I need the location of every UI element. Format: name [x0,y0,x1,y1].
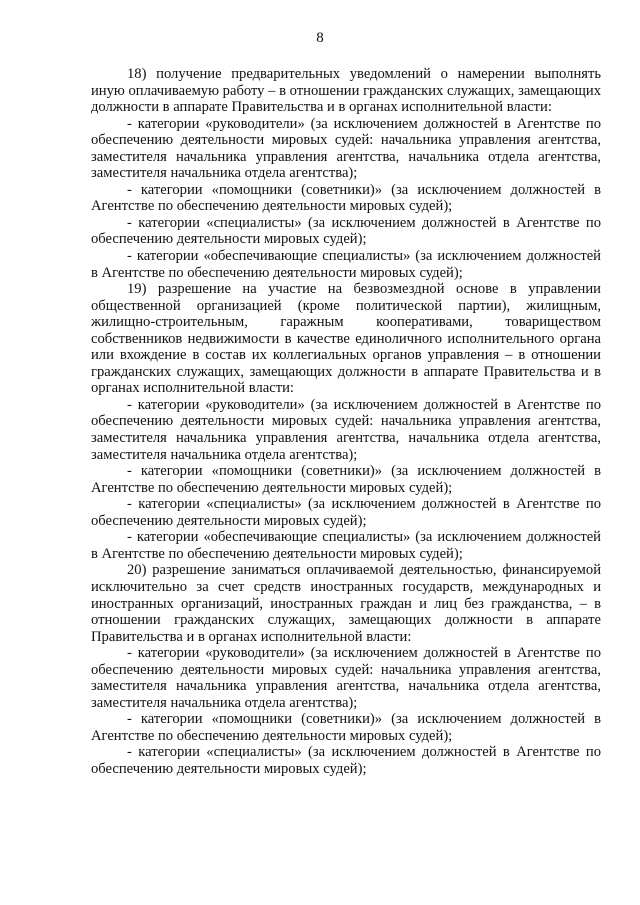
paragraph-item-19: 19) разрешение на участие на безвозмездной основе в управлении общественной организацией (кроме политической партии), жилищным, жилищно-строительным, гаражным кооперативами, товариществом собственников недвижимости в качестве единоличного исполнительного органа или вхождение в состав их коллегиальных органов управления – в отношении гражданских служащих, замещающих должности в аппарате Правительства и в органах исполнительной власти: [91,281,601,397]
list-item: - категории «помощники (советники)» (за исключением должностей в Агентстве по обеспечению деятельности мировых судей); [91,711,601,744]
list-item: - категории «специалисты» (за исключением должностей в Агентстве по обеспечению деятельности мировых судей); [91,744,601,777]
list-item: - категории «специалисты» (за исключением должностей в Агентстве по обеспечению деятельности мировых судей); [91,214,601,248]
list-item: - категории «помощники (советники)» (за исключением должностей в Агентстве по обеспечению деятельности мировых судей); [91,463,601,496]
list-item: - категории «помощники (советники)» (за исключением должностей в Агентстве по обеспечению деятельности мировых судей); [91,181,601,215]
list-item: - категории «обеспечивающие специалисты» (за исключением должностей в Агентстве по обеспечению деятельности мировых судей); [91,529,601,562]
list-item: - категории «руководители» (за исключением должностей в Агентстве по обеспечению деятельности мировых судей: начальника управления агентства, заместителя начальника управления агентства, начальника отдела агентства, заместителя начальника отдела агентства); [91,645,601,711]
paragraph-item-20: 20) разрешение заниматься оплачиваемой деятельностью, финансируемой исключительно за счет средств иностранных государств, международных и иностранных организаций, иностранных граждан и лиц без гражданства, – в отношении гражданских служащих, замещающих должности в аппарате Правительства и в органах исполнительной власти: [91,562,601,645]
list-item: - категории «руководители» (за исключением должностей в Агентстве по обеспечению деятельности мировых судей: начальника управления агентства, заместителя начальника управления агентства, начальника отдела агентства, заместителя начальника отдела агентства); [91,396,601,463]
list-item: - категории «обеспечивающие специалисты» (за исключением должностей в Агентстве по обеспечению деятельности мировых судей); [91,248,601,281]
list-item: - категории «руководители» (за исключением должностей в Агентстве по обеспечению деятельности мировых судей: начальника управления агентства, заместителя начальника управления агентства, начальника отдела агентства, заместителя начальника отдела агентства); [91,115,601,182]
document-body [91,66,601,778]
list-item: - категории «специалисты» (за исключением должностей в Агентстве по обеспечению деятельности мировых судей); [91,496,601,529]
page-number: 8 [316,30,324,46]
paragraph-item-18: 18) получение предварительных уведомлений о намерении выполнять иную оплачиваемую работу – в отношении гражданских служащих, замещающих должности в аппарате Правительства и в органах исполнительной власти: [91,66,601,116]
